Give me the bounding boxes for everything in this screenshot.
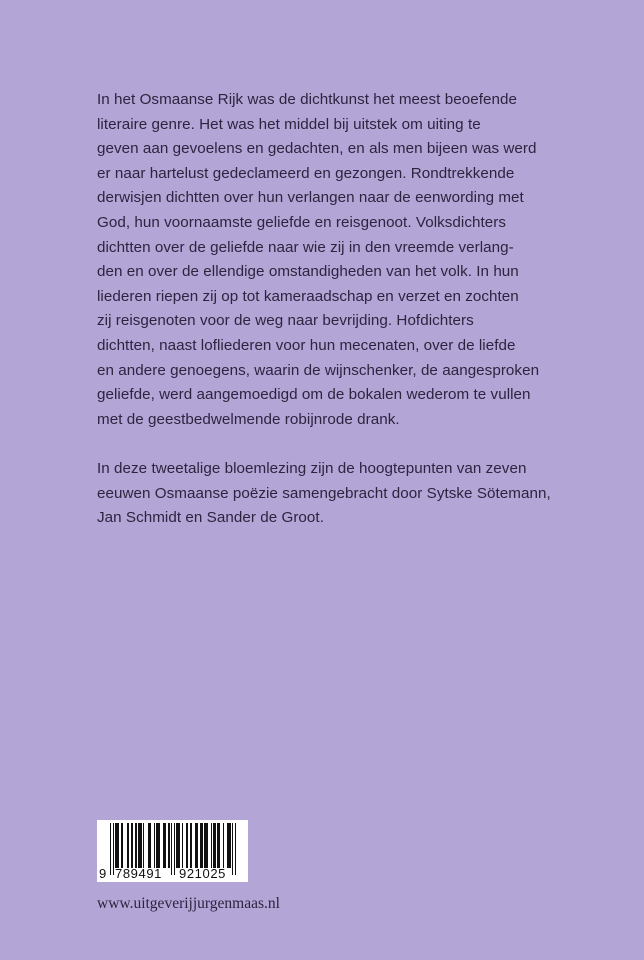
blurb-line: dichtten, naast lofliederen voor hun mecenaten, over de liefde [97,336,516,354]
blurb-paragraph-1 [97,88,557,432]
blurb-line: zij reisgenoten voor de weg naar bevrijding. Hofdichters [97,312,474,330]
barcode-bar [182,823,183,868]
barcode-bar [200,823,203,868]
blurb-text [97,88,557,531]
blurb-line: God, hun voornaamste geliefde en reisgenoot. Volksdichters [97,213,506,231]
barcode-group-1: 789491 [115,866,162,881]
barcode-bar [211,823,212,868]
publisher-url: www.uitgeverijjurgenmaas.nl [97,895,280,912]
barcode-bar [176,823,180,868]
barcode-bar [168,823,169,868]
barcode-digits [99,867,245,881]
barcode-bar [223,823,224,868]
blurb-line: geven aan gevoelens en gedachten, en als men bijeen was werd [97,140,537,158]
isbn-barcode [97,820,248,882]
barcode-bar [131,823,132,868]
barcode-bar [138,823,142,868]
blurb-line: In het Osmaanse Rijk was de dichtkunst het meest beoefende [97,91,517,108]
barcode-bar [163,823,166,868]
blurb-paragraph-2 [97,457,557,531]
barcode-lead-digit: 9 [99,866,107,881]
blurb-line: eeuwen Osmaanse poëzie samengebracht door Sytske Sötemann, [97,484,551,502]
barcode-bar [190,823,193,868]
blurb-line: met de geestbedwelmende robijnrode drank. [97,410,400,428]
blurb-line: en andere genoegens, waarin de wijnschenker, de aangesproken [97,361,540,379]
barcode-bar [217,823,220,868]
barcode-bar [127,823,128,868]
blurb-line: liederen riepen zij op tot kameraadschap en verzet en zochten [97,287,519,305]
blurb-line: er naar hartelust gedeclameerd en gezongen. Rondtrekkende [97,164,515,182]
barcode-bar [186,823,189,868]
barcode-bar [227,823,231,868]
blurb-line: derwisjen dichtten over hun verlangen naar de eenwording met [97,189,524,207]
barcode-bar [204,823,208,868]
barcode-bar [115,823,119,868]
barcode-bars [110,823,236,871]
blurb-line: literaire genre. Het was het middel bij uitstek om uiting te [97,115,481,133]
barcode-bar [148,823,151,868]
barcode-bar [213,823,216,868]
barcode-bar [154,823,155,868]
barcode-bar [143,823,144,868]
blurb-line: den en over de ellendige omstandigheden van het volk. In hun [97,263,519,281]
barcode-bar [195,823,198,868]
barcode-bar [156,823,160,868]
barcode-group-2: 921025 [179,866,226,881]
barcode-bar [121,823,124,868]
blurb-line: geliefde, werd aangemoedigd om de bokalen wederom te vullen [97,386,531,404]
blurb-line: Jan Schmidt en Sander de Groot. [97,509,324,527]
barcode-bar [135,823,136,868]
blurb-line: dichtten over de geliefde naar wie zij in den vreemde verlang- [97,238,514,256]
blurb-line: In deze tweetalige bloemlezing zijn de hoogtepunten van zeven [97,459,527,477]
